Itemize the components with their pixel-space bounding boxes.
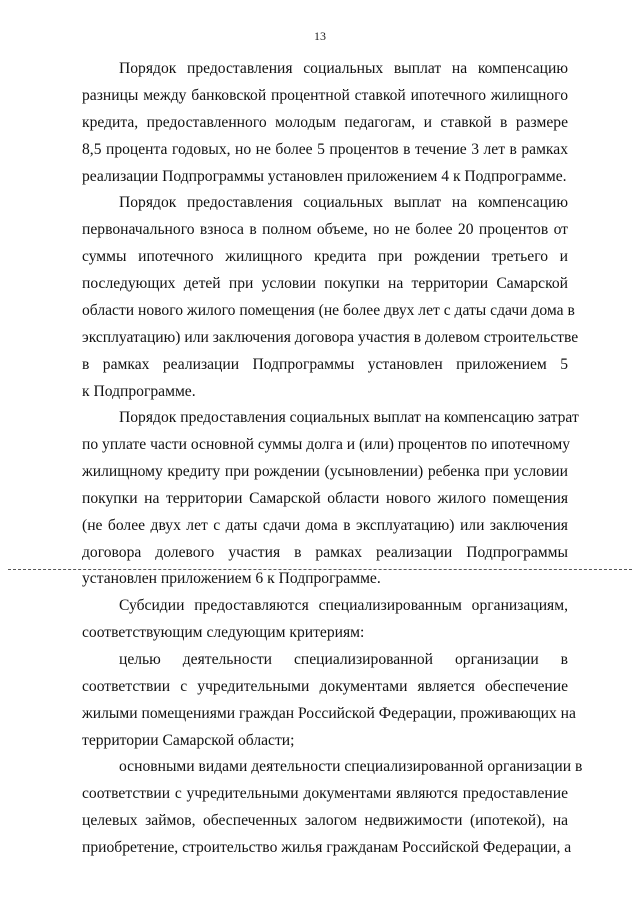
text-line: жилыми помещениями граждан Российской Федерации, проживающих на <box>82 705 576 722</box>
text-line: покупки на территории Самарской области нового жилого помещения <box>82 490 568 507</box>
text-line: Порядок предоставления социальных выплат на компенсацию <box>119 194 568 211</box>
text-line: соответствующим следующим критериям: <box>82 624 365 641</box>
text-line: к Подпрограмме. <box>82 383 196 400</box>
text-line: первоначального взноса в полном объеме, но не более 20 процентов от <box>82 221 568 238</box>
page-number: 13 <box>314 29 326 43</box>
text-line: Порядок предоставления социальных выплат на компенсацию затрат <box>119 409 579 426</box>
text-line: договора долевого участия в рамках реализации Подпрограммы <box>82 544 568 561</box>
text-line: 8,5 процента годовых, но не более 5 процентов в течение 3 лет в рамках <box>82 141 568 158</box>
text-line: по уплате части основной суммы долга и (или) процентов по ипотечному <box>82 436 571 453</box>
text-line: последующих детей при условии покупки на территории Самарской <box>82 275 568 292</box>
text-line: разницы между банковской процентной ставкой ипотечного жилищного <box>82 87 568 104</box>
text-line: жилищному кредиту при рождении (усыновлении) ребенка при условии <box>82 463 568 480</box>
text-line: (не более двух лет с даты сдачи дома в эксплуатацию) или заключения <box>82 517 568 534</box>
text-line: приобретение, строительство жилья гражданам Российской Федерации, а <box>82 839 572 856</box>
text-line: основными видами деятельности специализированной организации в <box>119 758 583 775</box>
text-line: реализации Подпрограммы установлен приложением 4 к Подпрограмме. <box>82 168 567 185</box>
text-line: суммы ипотечного жилищного кредита при рождении третьего и <box>82 248 568 265</box>
text-line: целевых займов, обеспеченных залогом недвижимости (ипотекой), на <box>82 812 568 829</box>
text-line: в рамках реализации Подпрограммы установлен приложением 5 <box>82 356 568 373</box>
text-line: установлен приложением 6 к Подпрограмме. <box>82 570 381 587</box>
text-line: Порядок предоставления социальных выплат на компенсацию <box>119 60 568 77</box>
text-line: территории Самарской области; <box>82 732 295 749</box>
text-line: области нового жилого помещения (не более двух лет с даты сдачи дома в <box>82 302 575 319</box>
text-line: эксплуатацию) или заключения договора участия в долевом строительстве <box>82 329 579 346</box>
text-line: кредита, предоставленного молодым педагогам, и ставкой в размере <box>82 114 568 131</box>
text-line: соответствии с учредительными документами является обеспечение <box>82 678 568 695</box>
text-line: соответствии с учредительными документами являются предоставление <box>82 785 568 802</box>
text-line: целью деятельности специализированной организации в <box>119 651 568 668</box>
text-line: Субсидии предоставляются специализированным организациям, <box>119 597 568 614</box>
